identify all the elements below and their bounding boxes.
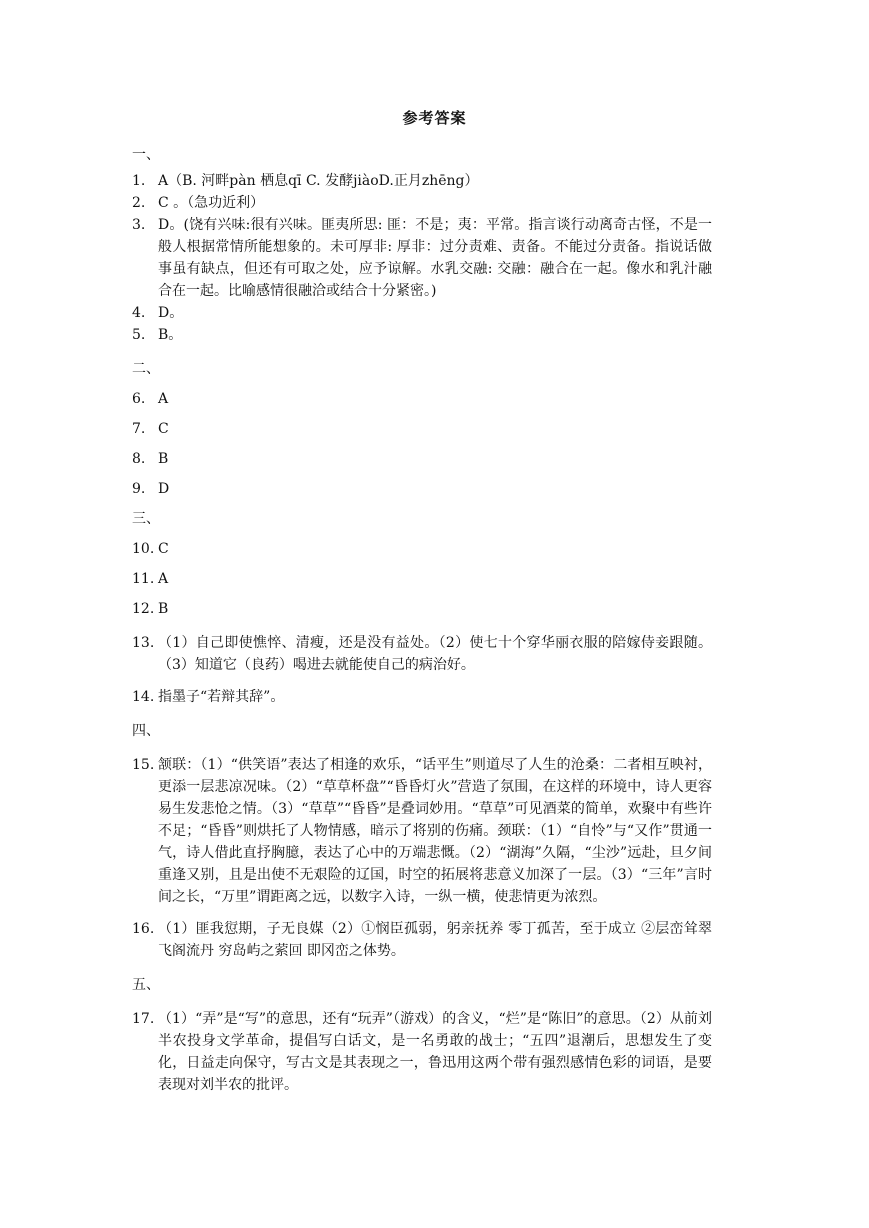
item-text: D <box>158 481 170 497</box>
item-text: C <box>158 421 169 437</box>
item-text: （1）匪我愆期，子无良媒（2）①悯臣孤弱，躬亲抚养 零丁孤苦，至于成立 ②层峦耸翠 飞阁流丹 穷岛屿之萦回 即冈峦之体势。 <box>158 921 712 959</box>
item-text: 颔联：（1）“供笑语”表达了相逢的欢乐，“话平生”则道尽了人生的沧桑：二者相互映衬，更添一层悲凉况味。（2）“草草杯盘”“昏昏灯火”营造了氛围，在这样的环境中，诗人更容易生发悲怆之情。（3）“草草”“昏昏”是叠词妙用。“草草”可见酒菜的简单，欢聚中有些许不足；“昏昏”则烘托了人物情感，暗示了将别的伤痛。颈联：（1）“自怜”与“又作”贯通一气，诗人借此直抒胸臆，表达了心中的万端悲慨。（2）“湖海”久隔，“尘沙”远赴，旦夕间重逢又别，且是出使不无艰险的辽国，时空的拓展将悲意义加深了一层。（3）“三年”言时间之长，“万里”谓距离之远，以数字入诗，一纵一横，使悲情更为浓烈。 <box>158 757 712 905</box>
item-text: 指墨子“若辩其辞”。 <box>158 689 285 705</box>
answer-item-10 <box>132 534 712 564</box>
answer-list <box>132 140 712 1096</box>
answer-item-15 <box>132 754 712 908</box>
answer-item-9 <box>132 474 712 504</box>
answer-item-3 <box>132 214 712 302</box>
answer-item-6 <box>132 384 712 414</box>
item-number: 2. <box>132 195 146 211</box>
answer-item-1 <box>132 170 712 192</box>
answer-item-4 <box>132 302 712 324</box>
item-number: 9. <box>132 481 146 497</box>
answer-item-12 <box>132 594 712 624</box>
item-text: A <box>158 391 169 407</box>
answer-item-8 <box>132 444 712 474</box>
answer-item-14 <box>132 686 712 708</box>
answer-item-2 <box>132 192 712 214</box>
item-number: 5. <box>132 327 146 343</box>
item-number: 1. <box>132 173 146 189</box>
item-text: B <box>158 451 169 467</box>
item-text: B <box>158 601 169 617</box>
item-number: 12. <box>132 601 155 617</box>
item-number: 13. <box>132 635 155 651</box>
item-number: 14. <box>132 689 155 705</box>
item-text: B。 <box>158 327 183 343</box>
item-text: D。(饶有兴味:很有兴味。匪夷所思: 匪：不是；夷：平常。指言谈行动离奇古怪，不是一般人根据常情所能想象的。未可厚非: 厚非：过分责难、责备。不能过分责备。指说话做事虽有缺点，但还有可取之处，应予谅解。水乳交融: 交融：融合在一起。像水和乳汁融合在一起。比喻感情很融洽或结合十分紧密。) <box>158 217 712 299</box>
item-number: 7. <box>132 421 146 437</box>
item-number: 6. <box>132 391 146 407</box>
item-text: A（B. 河畔pàn 栖息qī C. 发酵jiàoD.正月zhēng） <box>158 173 479 189</box>
item-number: 16. <box>132 921 155 937</box>
section-heading-5: 五、 <box>132 977 160 993</box>
item-number: 8. <box>132 451 146 467</box>
section-heading-1: 一、 <box>132 147 160 163</box>
item-text: （1）“弄”是“写”的意思，还有“玩弄”（游戏）的含义，“烂”是“陈旧”的意思。（2）从前刘半农投身文学革命，提倡写白话文，是一名勇敢的战士；“五四”退潮后，思想发生了变化，日益走向保守，写古文是其表现之一，鲁迅用这两个带有强烈感情色彩的词语，是要表现对刘半农的批评。 <box>158 1011 712 1093</box>
answer-item-11 <box>132 564 712 594</box>
answer-item-5 <box>132 324 712 346</box>
item-number: 17. <box>132 1011 155 1027</box>
item-text: D。 <box>158 305 184 321</box>
item-text: （1）自己即使憔悴、清瘦，还是没有益处。（2）使七十个穿华丽衣服的陪嫁侍妾跟随。（3）知道它（良药）喝进去就能使自己的病治好。 <box>158 635 712 673</box>
item-number: 3. <box>132 217 146 233</box>
item-text: A <box>158 571 169 587</box>
section-heading-3: 三、 <box>132 511 160 527</box>
answer-item-7 <box>132 414 712 444</box>
item-number: 10. <box>132 541 155 557</box>
answer-item-13 <box>132 632 712 676</box>
answer-item-16 <box>132 918 712 962</box>
item-text: C 。（急功近利） <box>158 195 265 211</box>
page-title: 参考答案 <box>402 109 467 127</box>
item-number: 15. <box>132 757 155 773</box>
item-number: 4. <box>132 305 146 321</box>
item-text: C <box>158 541 169 557</box>
item-number: 11. <box>132 571 155 587</box>
answer-item-17 <box>132 1008 712 1096</box>
section-heading-2: 二、 <box>132 361 160 377</box>
section-heading-4: 四、 <box>132 723 160 739</box>
